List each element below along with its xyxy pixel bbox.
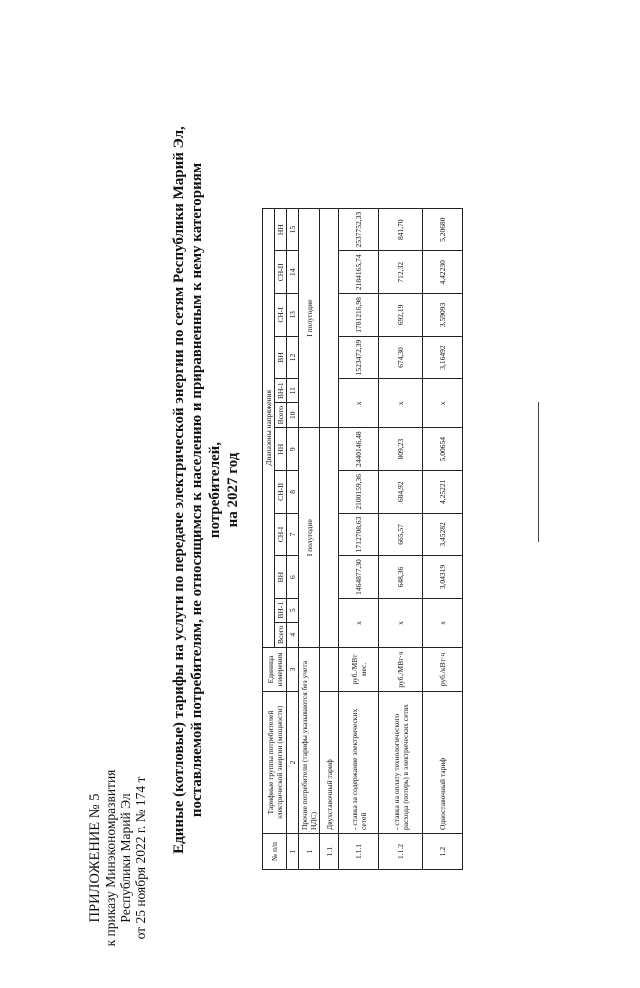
cell-nn: 5,00654 [423, 428, 463, 471]
header-total-1: Всего [275, 622, 287, 647]
cell-nn: 5,20680 [423, 208, 463, 251]
header-row-1 [263, 208, 275, 869]
cell-sn1: 1712708,63 [339, 513, 379, 556]
cell-vn: 3,04319 [423, 556, 463, 599]
tariff-table [262, 208, 463, 870]
two-rate-row [320, 208, 339, 869]
cell-nn: 2537752,33 [339, 208, 379, 251]
col-num: 11 [287, 379, 299, 403]
heading-line-2: поставляемой потребителям, не относящимся к населению и приравненным к нему категориям потребителей, [189, 162, 223, 818]
cell-sn2: 2100159,36 [339, 471, 379, 514]
header-sn1-2: СН-I [275, 294, 287, 337]
col-num: 6 [287, 556, 299, 599]
category-num: 1 [299, 834, 320, 870]
col-num: 3 [287, 648, 299, 692]
document-heading [170, 120, 242, 860]
cell-total: х [339, 379, 379, 428]
appendix-line-1: к приказу Минэкономразвития [103, 769, 118, 947]
cell-vn: 648,36 [379, 556, 423, 599]
col-num: 7 [287, 513, 299, 556]
col-num: 12 [287, 336, 299, 379]
row-num: 1.2 [423, 834, 463, 870]
header-sn2-2: СН-II [275, 251, 287, 294]
table-row-1-2 [423, 208, 463, 869]
header-nn-2: НН [275, 208, 287, 251]
cell-sn2: 4,25221 [423, 471, 463, 514]
heading-line-3: на 2027 год [225, 452, 241, 528]
column-number-row [287, 208, 299, 869]
cell-total: х [379, 379, 423, 428]
half-year-2: I полугодие [299, 208, 320, 428]
col-num: 1 [287, 834, 299, 870]
header-nn-1: НН [275, 428, 287, 471]
cell-sn2: 2184165,74 [339, 251, 379, 294]
row-unit: руб./кВт·ч [423, 648, 463, 692]
two-rate-num: 1.1 [320, 834, 339, 870]
appendix-line-2: Республики Марий Эл [118, 793, 133, 923]
cell-vn: 3,16492 [423, 336, 463, 379]
cell-sn2: 712,32 [379, 251, 423, 294]
table-row-1-1-2 [379, 208, 423, 869]
heading-line-1: Единые (котловые) тарифы на услуги по передаче электрической энергии по сетям Республики Марий Эл, [171, 126, 187, 854]
header-vn-1: ВН [275, 556, 287, 599]
table-row-1-1-1 [339, 208, 379, 869]
cell-vn: 1523472,39 [339, 336, 379, 379]
col-num: 2 [287, 692, 299, 834]
category-row [299, 208, 320, 869]
row-num: 1.1.2 [379, 834, 423, 870]
header-unit: Единица измерения [263, 648, 287, 692]
empty-cell [320, 428, 339, 648]
row-num: 1.1.1 [339, 834, 379, 870]
half-year-1: I полугодие [299, 428, 320, 648]
header-ranges: Диапазоны напряжения [263, 208, 275, 647]
cell-nn: 809,23 [379, 428, 423, 471]
cell-sn2: 4,42230 [423, 251, 463, 294]
header-vn1-1: ВН-1 [275, 598, 287, 622]
cell-total: х [339, 598, 379, 647]
cell-sn1: 665,57 [379, 513, 423, 556]
col-num: 15 [287, 208, 299, 251]
col-num: 14 [287, 251, 299, 294]
cell-nn: 841,70 [379, 208, 423, 251]
row-unit: руб./МВт мес. [339, 648, 379, 692]
cell-sn2: 684,92 [379, 471, 423, 514]
empty-cell [320, 648, 339, 692]
cell-nn: 2440146,48 [339, 428, 379, 471]
col-num: 10 [287, 403, 299, 428]
cell-vn: 674,30 [379, 336, 423, 379]
cell-sn1: 692,19 [379, 294, 423, 337]
header-vn-2: ВН [275, 336, 287, 379]
cell-vn: 1464877,30 [339, 556, 379, 599]
row-label: - ставка за содержание электрических сетей [339, 692, 379, 834]
cell-sn1: 3,45282 [423, 513, 463, 556]
separator-line [538, 402, 539, 542]
category-label: Прочие потребители (тарифы указываются без учета НДС) [299, 648, 320, 834]
appendix-block [88, 728, 148, 988]
header-vn1-2: ВН-1 [275, 379, 287, 403]
col-num: 4 [287, 622, 299, 647]
header-sn1-1: СН-I [275, 513, 287, 556]
row-label: - ставка на оплату технологического расхода (потерь) в электрических сетях [379, 692, 423, 834]
cell-total: х [379, 598, 423, 647]
cell-sn1: 1781216,98 [339, 294, 379, 337]
header-total-2: Всего [275, 403, 287, 428]
empty-cell [320, 208, 339, 428]
row-label: Одноставочный тариф [423, 692, 463, 834]
cell-total: х [423, 598, 463, 647]
appendix-line-3: от 25 ноября 2022 г. № 174 т [133, 776, 148, 940]
cell-sn1: 3,59093 [423, 294, 463, 337]
cell-total: х [423, 379, 463, 428]
header-sn2-1: СН-II [275, 471, 287, 514]
header-num: № п/п [263, 834, 287, 870]
header-group: Тарифные группы потребителей электрической энергии (мощности) [263, 692, 287, 834]
col-num: 13 [287, 294, 299, 337]
two-rate-label: Двухставочный тариф [320, 692, 339, 834]
row-unit: руб./МВт·ч [379, 648, 423, 692]
col-num: 5 [287, 598, 299, 622]
appendix-title: ПРИЛОЖЕНИЕ № 5 [87, 793, 103, 923]
col-num: 8 [287, 471, 299, 514]
col-num: 9 [287, 428, 299, 471]
